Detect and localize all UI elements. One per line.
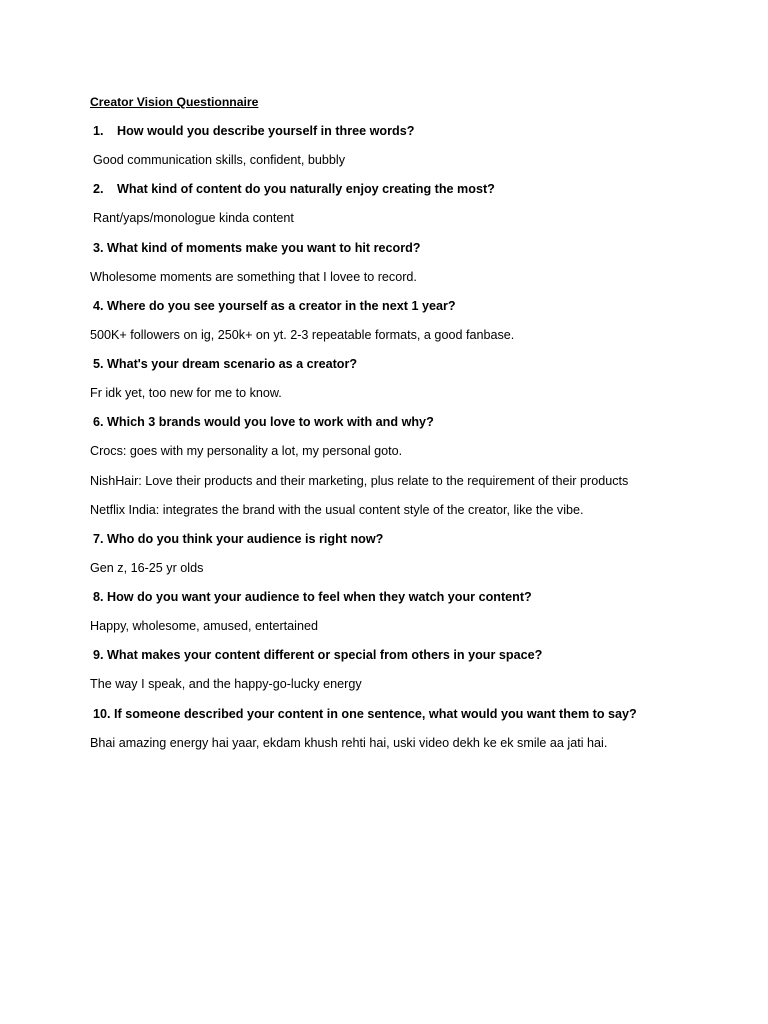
question-1-number: 1. bbox=[93, 124, 104, 138]
document-title: Creator Vision Questionnaire bbox=[90, 95, 259, 109]
answer-6-nishhair: NishHair: Love their products and their marketing, plus relate to the requirement of their products bbox=[90, 474, 629, 488]
question-3: 3. What kind of moments make you want to hit record? bbox=[93, 241, 421, 255]
question-5: 5. What's your dream scenario as a creator? bbox=[93, 357, 358, 371]
question-2 bbox=[93, 181, 495, 197]
question-2-text: What kind of content do you naturally enjoy creating the most? bbox=[117, 182, 495, 196]
answer-7: Gen z, 16-25 yr olds bbox=[90, 561, 204, 575]
question-10: 10. If someone described your content in one sentence, what would you want them to say? bbox=[93, 707, 637, 721]
question-8: 8. How do you want your audience to feel when they watch your content? bbox=[93, 590, 532, 604]
question-1 bbox=[93, 123, 414, 139]
answer-8: Happy, wholesome, amused, entertained bbox=[90, 619, 318, 633]
question-4: 4. Where do you see yourself as a creator in the next 1 year? bbox=[93, 299, 456, 313]
question-6: 6. Which 3 brands would you love to work with and why? bbox=[93, 415, 434, 429]
answer-3: Wholesome moments are something that I lovee to record. bbox=[90, 270, 417, 284]
answer-10: Bhai amazing energy hai yaar, ekdam khush rehti hai, uski video dekh ke ek smile aa jati hai. bbox=[90, 736, 608, 750]
answer-1: Good communication skills, confident, bubbly bbox=[93, 153, 346, 167]
question-2-number: 2. bbox=[93, 182, 104, 196]
question-9: 9. What makes your content different or special from others in your space? bbox=[93, 648, 543, 662]
answer-5: Fr idk yet, too new for me to know. bbox=[90, 386, 282, 400]
answer-6-netflix: Netflix India: integrates the brand with the usual content style of the creator, like the vibe. bbox=[90, 503, 584, 517]
question-7: 7. Who do you think your audience is right now? bbox=[93, 532, 384, 546]
answer-6-crocs: Crocs: goes with my personality a lot, my personal goto. bbox=[90, 444, 403, 458]
answer-4: 500K+ followers on ig, 250k+ on yt. 2-3 repeatable formats, a good fanbase. bbox=[90, 328, 515, 342]
answer-9: The way I speak, and the happy-go-lucky energy bbox=[90, 677, 362, 691]
question-1-text: How would you describe yourself in three words? bbox=[117, 124, 415, 138]
answer-2: Rant/yaps/monologue kinda content bbox=[93, 211, 294, 225]
